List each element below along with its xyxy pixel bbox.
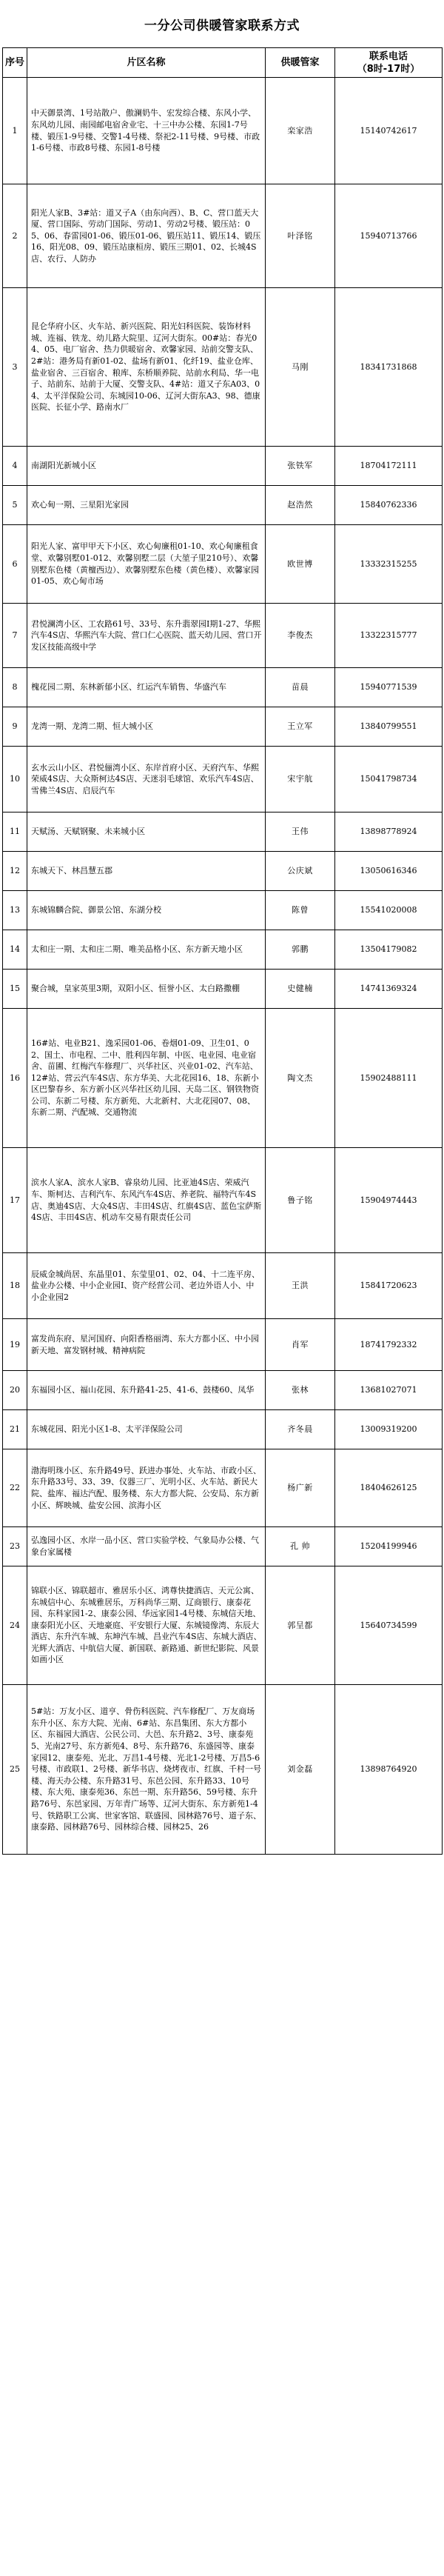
table-row xyxy=(3,707,443,747)
row-phone: 15902488111 xyxy=(335,1009,443,1148)
page-title: 一分公司供暖管家联系方式 xyxy=(144,18,300,33)
row-manager: 张铁军 xyxy=(266,447,335,486)
row-area-name: 太和庄一期、太和庄二期、唯美品格小区、东方新天地小区 xyxy=(27,930,266,970)
row-phone: 13504179082 xyxy=(335,930,443,970)
table-row xyxy=(3,747,443,812)
table-row xyxy=(3,1009,443,1148)
row-number: 11 xyxy=(3,812,27,852)
row-manager: 陶文杰 xyxy=(266,1009,335,1148)
row-phone: 13322315777 xyxy=(335,604,443,668)
row-number: 18 xyxy=(3,1253,27,1319)
row-manager: 孔 帅 xyxy=(266,1527,335,1566)
row-manager: 杨广新 xyxy=(266,1449,335,1527)
row-number: 20 xyxy=(3,1371,27,1410)
header-area: 片区名称 xyxy=(27,48,266,78)
row-number: 3 xyxy=(3,288,27,447)
row-manager: 张林 xyxy=(266,1371,335,1410)
row-number: 25 xyxy=(3,1685,27,1855)
table-row xyxy=(3,78,443,184)
row-area-name: 东城天下、林昌慧五郡 xyxy=(27,852,266,891)
table-row xyxy=(3,1253,443,1319)
table-row xyxy=(3,1449,443,1527)
row-number: 1 xyxy=(3,78,27,184)
table-row xyxy=(3,970,443,1009)
contact-table xyxy=(2,47,443,1855)
row-phone: 15541020008 xyxy=(335,891,443,930)
row-number: 16 xyxy=(3,1009,27,1148)
table-row xyxy=(3,930,443,970)
row-number: 10 xyxy=(3,747,27,812)
row-manager: 鲁子铭 xyxy=(266,1148,335,1253)
header-phone-line1: 联系电话 xyxy=(369,50,408,62)
row-manager: 王伟 xyxy=(266,812,335,852)
row-manager: 宋宇航 xyxy=(266,747,335,812)
table-row xyxy=(3,447,443,486)
table-row xyxy=(3,1685,443,1855)
row-number: 4 xyxy=(3,447,27,486)
row-phone: 15904974443 xyxy=(335,1148,443,1253)
row-phone: 14741369324 xyxy=(335,970,443,1009)
row-manager: 刘金磊 xyxy=(266,1685,335,1855)
table-row xyxy=(3,1148,443,1253)
row-number: 2 xyxy=(3,184,27,288)
header-phone-line2: （8时-17时） xyxy=(357,63,420,75)
row-area-name: 16#站、电业B21、逸采园01-06、卷烟01-09、卫生01、02、国土、市电程、二中、胜利四年制、中医、电业园、电业宿舍、苗圃、红梅汽车修理厂、兴华社区、兴业01-02、汽车站、12#站、营云汽车4S店、东方华美、大北花园16、18、东新小区巴黎春乡、东方新小区兴华社区幼儿园、天岛二区、钢铁物资公司、东新二号楼、东方新苑、大北新村、大北花园07、08、东新二期、汽配城、交通物流 xyxy=(27,1009,266,1148)
row-phone: 13050616346 xyxy=(335,852,443,891)
row-area-name: 龙湾一期、龙湾二期、恒大城小区 xyxy=(27,707,266,747)
row-area-name: 天赋汤、天赋钢聚、未来城小区 xyxy=(27,812,266,852)
header-phone xyxy=(335,48,443,78)
table-row xyxy=(3,1527,443,1566)
row-manager: 郭呈都 xyxy=(266,1566,335,1685)
row-area-name: 欢心甸一期、三星阳光家园 xyxy=(27,486,266,525)
row-manager: 王立军 xyxy=(266,707,335,747)
row-number: 15 xyxy=(3,970,27,1009)
row-area-name: 昆仑华府小区、火车站、新兴医院、阳光妇科医院、装饰材料城、连福、铁龙、幼儿路大院里、辽河大街东。00#站：春光04、05、电厂宿舍、热力供暖宿舍、欢馨家园、站前交警支队、2#站：港务局有新01-02、盐场有新01、化纤19、盐业仓库、盐业宿舍、三百宿舍、粮库、东桥顺养院、站前水利局、华一电子、站前东、站前于大厦、交警支队、4#站：道又子东A03、04、太平洋保险公司、东城园10-06、辽河大街东A3、98、德康医院、长征小学、路南水厂 xyxy=(27,288,266,447)
row-phone: 15041798734 xyxy=(335,747,443,812)
row-number: 24 xyxy=(3,1566,27,1685)
header-manager: 供暖管家 xyxy=(266,48,335,78)
row-number: 14 xyxy=(3,930,27,970)
table-row xyxy=(3,1566,443,1685)
row-area-name: 南湖阳光新城小区 xyxy=(27,447,266,486)
row-phone: 18341731868 xyxy=(335,288,443,447)
row-phone: 15940713766 xyxy=(335,184,443,288)
row-phone: 15640734599 xyxy=(335,1566,443,1685)
row-area-name: 东城花园、阳光小区1-8、太平洋保险公司 xyxy=(27,1410,266,1449)
row-phone: 18404626125 xyxy=(335,1449,443,1527)
header-no: 序号 xyxy=(3,48,27,78)
row-manager: 王洪 xyxy=(266,1253,335,1319)
row-number: 21 xyxy=(3,1410,27,1449)
table-row xyxy=(3,525,443,604)
table-row xyxy=(3,1410,443,1449)
row-phone: 13332315255 xyxy=(335,525,443,604)
table-row xyxy=(3,184,443,288)
table-row xyxy=(3,668,443,707)
row-area-name: 5#站：万友小区、道亨、骨伤科医院、汽车修配厂、万友商场东升小区、东方大院、光南、6#站、东昌集团、东大方都小区、东福园大酒店、公民公司、大邑、东升路2、3号、康泰苑5、光南27号、东方新苑4、8号、东升路76、东盛园等、康泰家园12、康泰苑、光北、万昌1-4号楼、光北1-2号楼、万昌5-6号楼、市政联1、2号楼、新华书店、烧烤夜市、红旗、千村一号楼、海天办公楼、东升路31号、东邑公园、东升路33、10号楼、东大苑、康泰苑36、东邑一期、东升路56、59号楼、东升路76号、东邑家园、万年青广场等、辽河大街东、东方新苑1-4号、铁路职工公寓、世家客馆、联盛园、园林路76号、道子东、康泰路、园林路76号、园林综合楼、园林25、26 xyxy=(27,1685,266,1855)
row-phone: 18741792332 xyxy=(335,1319,443,1371)
row-manager: 郭鹏 xyxy=(266,930,335,970)
row-area-name: 东福园小区、福山花园、东升路41-25、41-6、鼓楼60、凤华 xyxy=(27,1371,266,1410)
row-area-name: 滨水人家A、滨水人家B、睿泉幼儿园、比亚迪4S店、荣威汽车、斯柯达、吉利汽车、东风汽车4S店、养老院、福特汽车4S店、奥迪4S店、大众4S店、丰田4S店、红旗4S店、蓝色宝萨斯4S店、丰田4S店、机动车交易有限责任公司 xyxy=(27,1148,266,1253)
table-row xyxy=(3,486,443,525)
row-area-name: 玄水云山小区、君悦俪湾小区、东岸首府小区、天府汽车、华熙荣威4S店、大众斯柯达4S店、天迷羽毛球馆、欢乐汽车4S店、雪佛兰4S店、启辰汽车 xyxy=(27,747,266,812)
row-manager: 苗晨 xyxy=(266,668,335,707)
row-area-name: 辰威金城尚居、东晶里01、东莹里01、02、04、十二连平房、盐业办公楼、中小企业园I、资产经营公司、老边外语人小、中小企业园2 xyxy=(27,1253,266,1319)
row-area-name: 君悦澜湾小区、工农路61号、33号、东升翡翠园I期1-27、华熙汽车4S店、华熙汽车大院、营口仁心医院、蓝天幼儿园、营口开发区技能高级中学 xyxy=(27,604,266,668)
row-number: 17 xyxy=(3,1148,27,1253)
row-phone: 13681027071 xyxy=(335,1371,443,1410)
row-manager: 李俊杰 xyxy=(266,604,335,668)
row-area-name: 中天御景湾、1号站散户、傲澜奶牛、宏发综合楼、东风小学、东风幼儿园、南园邮电宿舍业宅、十三中办公楼、东园1-7号楼、锻压1-9号楼、交警1-4号楼、祭祀2-11号楼、9号楼、市政1-6号楼、市政8号楼、东园1-8号楼 xyxy=(27,78,266,184)
row-manager: 陈曾 xyxy=(266,891,335,930)
table-row xyxy=(3,812,443,852)
table-row xyxy=(3,891,443,930)
table-row xyxy=(3,604,443,668)
row-manager: 马刚 xyxy=(266,288,335,447)
row-area-name: 阳光人家B、3#站：道又子A（由东向西）、B、C、营口蓝天大厦、营口国际、劳动门国际、劳动1、劳动2号楼、锻压站：05、06、春雷园01-06、锻压01-06、锻压站11、锻压14、锻压16、阳光08、09、锻压站康桓房、锻压三期01、02、长城4S店、农行、人防办 xyxy=(27,184,266,288)
row-phone: 13840799551 xyxy=(335,707,443,747)
row-manager: 叶泽铭 xyxy=(266,184,335,288)
row-number: 9 xyxy=(3,707,27,747)
row-manager: 齐冬晨 xyxy=(266,1410,335,1449)
row-area-name: 槐花园二期、东林新郁小区、红运汽车销售、华盛汽车 xyxy=(27,668,266,707)
row-number: 8 xyxy=(3,668,27,707)
row-number: 23 xyxy=(3,1527,27,1566)
row-manager: 肖军 xyxy=(266,1319,335,1371)
row-area-name: 阳光人家、富甲甲天下小区、欢心甸廉租01-10、欢心甸廉租食堂、欢馨别墅01-012、欢馨别墅二层（大堃子里210号）、欢馨别墅东色楼（黄檀西边）、欢馨别墅东色楼（黄色楼）、欢馨家园01-05、欢心甸市场 xyxy=(27,525,266,604)
row-number: 12 xyxy=(3,852,27,891)
row-area-name: 渤海明珠小区、东升路49号、跃进办事处、火车站、市政小区、东升路33号、33、39、仪器三厂、光明小区、火车站、新民大院、盐库、福达汽配、服务楼、东大方都大院、公安局、东方新小区、辉映城、盐安公园、滨海小区 xyxy=(27,1449,266,1527)
table-row xyxy=(3,288,443,447)
table-header-row xyxy=(3,48,443,78)
row-phone: 15940771539 xyxy=(335,668,443,707)
row-number: 19 xyxy=(3,1319,27,1371)
row-number: 6 xyxy=(3,525,27,604)
row-area-name: 聚合城，皇家英里3期，双阳小区、恒誉小区、太白路撒棚 xyxy=(27,970,266,1009)
row-phone: 13898778924 xyxy=(335,812,443,852)
row-manager: 赵浩然 xyxy=(266,486,335,525)
row-phone: 13898764920 xyxy=(335,1685,443,1855)
row-manager: 史健楠 xyxy=(266,970,335,1009)
row-number: 7 xyxy=(3,604,27,668)
table-row xyxy=(3,852,443,891)
row-phone: 15841720623 xyxy=(335,1253,443,1319)
row-area-name: 东城锦麟合院、御景公馆、东湖分校 xyxy=(27,891,266,930)
row-number: 13 xyxy=(3,891,27,930)
row-area-name: 弘逸园小区、水岸一品小区、营口实验学校、气象局办公楼、气象台家属楼 xyxy=(27,1527,266,1566)
row-phone: 15204199946 xyxy=(335,1527,443,1566)
row-phone: 15140742617 xyxy=(335,78,443,184)
row-area-name: 锦联小区、锦联超市、雅居乐小区、鸿尊快捷酒店、天元公寓、东城信中心、东城雅居乐，万科尚华三期、辽商银行、康泰花园、东科家园1-2、康泰公园、华远家园1-4号楼、东城信天地、康泰阳光小区、天地豪庭、平安银行大厦、东城镜像湾、东辰大酒店、东升汽车城、东坤汽车城、昌业汽车4S店、东城大酒店、光辉大酒店、中航信大厦、新国联、新路通、新世纪影院、风景如画小区 xyxy=(27,1566,266,1685)
table-row xyxy=(3,1371,443,1410)
row-area-name: 富发尚东府、星河国府、向阳香格丽湾、东大方都小区、中小园新天地、富发钢材城、精神病院 xyxy=(27,1319,266,1371)
row-manager: 公庆斌 xyxy=(266,852,335,891)
row-number: 22 xyxy=(3,1449,27,1527)
table-row xyxy=(3,1319,443,1371)
row-manager: 栾家浩 xyxy=(266,78,335,184)
row-manager: 欧世博 xyxy=(266,525,335,604)
row-phone: 13009319200 xyxy=(335,1410,443,1449)
row-number: 5 xyxy=(3,486,27,525)
row-phone: 15840762336 xyxy=(335,486,443,525)
row-phone: 18704172111 xyxy=(335,447,443,486)
